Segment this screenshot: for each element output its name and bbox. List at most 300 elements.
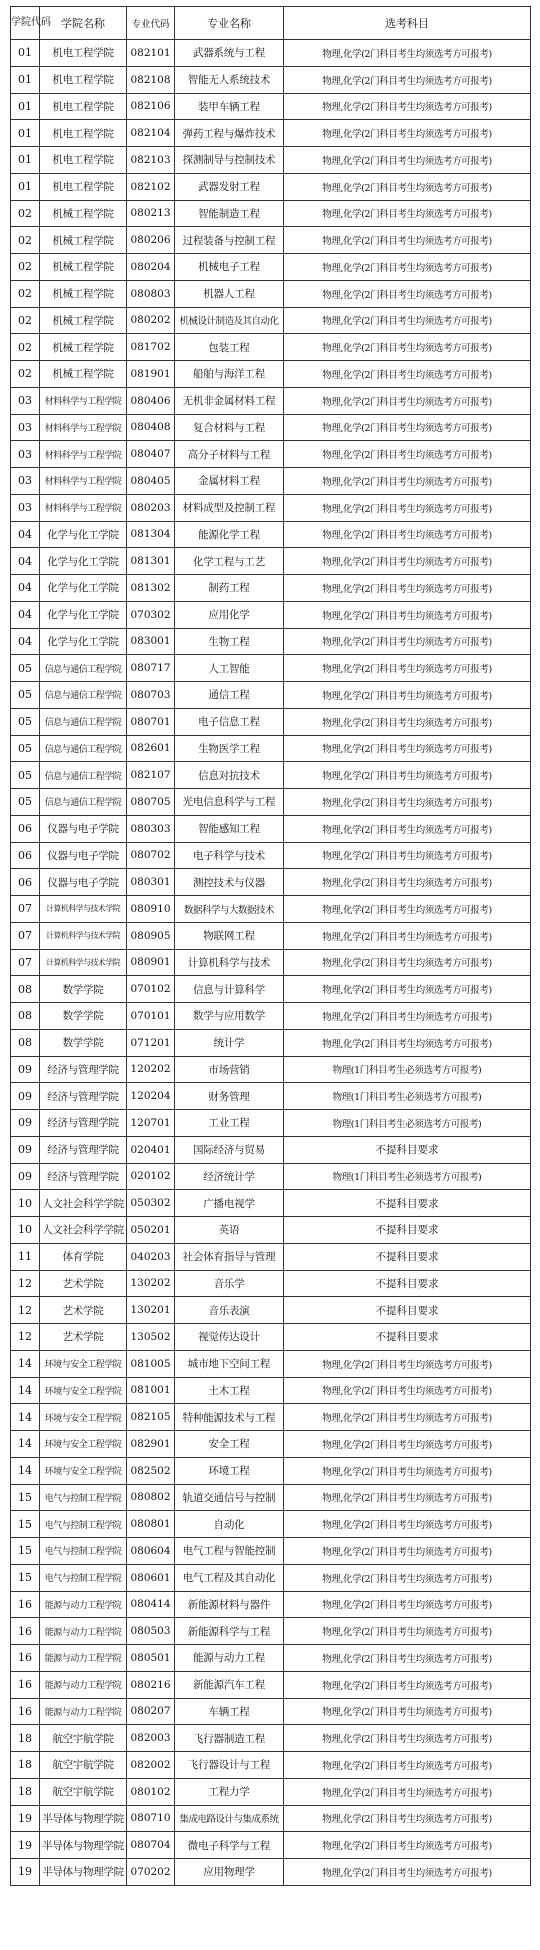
school-name-cell: 材料科学与工程学院 <box>40 387 127 414</box>
major-name-cell: 测控技术与仪器 <box>175 869 284 896</box>
header-school-code: 学院代码 <box>11 7 40 40</box>
major-code-cell: 082106 <box>127 93 175 120</box>
requirement-cell: 物理,化学(2门科目考生均须选考方可报考) <box>284 1538 531 1565</box>
table-row <box>11 1618 531 1645</box>
major-name-cell: 社会体育指导与管理 <box>175 1243 284 1270</box>
requirement-cell: 物理,化学(2门科目考生均须选考方可报考) <box>284 1511 531 1538</box>
school-name-cell: 电气与控制工程学院 <box>40 1511 127 1538</box>
major-name-cell: 弹药工程与爆炸技术 <box>175 120 284 147</box>
school-code-cell: 03 <box>11 387 40 414</box>
requirement-cell: 物理,化学(2门科目考生均须选考方可报考) <box>284 120 531 147</box>
school-name-cell: 环境与安全工程学院 <box>40 1350 127 1377</box>
school-name-cell: 艺术学院 <box>40 1324 127 1351</box>
school-name-cell: 半导体与物理学院 <box>40 1859 127 1886</box>
school-code-cell: 06 <box>11 842 40 869</box>
school-name-cell: 能源与动力工程学院 <box>40 1591 127 1618</box>
table-row <box>11 1377 531 1404</box>
school-name-cell: 半导体与物理学院 <box>40 1805 127 1832</box>
table-row <box>11 1832 531 1859</box>
major-code-cell: 080801 <box>127 1511 175 1538</box>
major-name-cell: 城市地下空间工程 <box>175 1350 284 1377</box>
school-code-cell: 03 <box>11 494 40 521</box>
school-code-cell: 05 <box>11 762 40 789</box>
major-name-cell: 能源与动力工程 <box>175 1645 284 1672</box>
major-name-cell: 环境工程 <box>175 1457 284 1484</box>
major-name-cell: 电气工程及其自动化 <box>175 1564 284 1591</box>
major-name-cell: 电气工程与智能控制 <box>175 1538 284 1565</box>
major-name-cell: 能源化学工程 <box>175 521 284 548</box>
major-code-cell: 081301 <box>127 548 175 575</box>
requirement-cell: 物理,化学(2门科目考生均须选考方可报考) <box>284 173 531 200</box>
requirement-cell: 物理,化学(2门科目考生均须选考方可报考) <box>284 441 531 468</box>
requirement-cell: 物理,化学(2门科目考生均须选考方可报考) <box>284 1431 531 1458</box>
major-name-cell: 无机非金属材料工程 <box>175 387 284 414</box>
requirement-cell: 物理,化学(2门科目考生均须选考方可报考) <box>284 976 531 1003</box>
school-code-cell: 01 <box>11 40 40 67</box>
requirement-cell: 物理,化学(2门科目考生均须选考方可报考) <box>284 815 531 842</box>
requirement-cell: 物理,化学(2门科目考生均须选考方可报考) <box>284 280 531 307</box>
major-name-cell: 视觉传达设计 <box>175 1324 284 1351</box>
major-code-cell: 083001 <box>127 628 175 655</box>
table-row <box>11 1110 531 1137</box>
school-code-cell: 01 <box>11 120 40 147</box>
major-name-cell: 船舶与海洋工程 <box>175 361 284 388</box>
table-row <box>11 227 531 254</box>
school-code-cell: 01 <box>11 93 40 120</box>
school-name-cell: 经济与管理学院 <box>40 1163 127 1190</box>
requirement-cell: 物理,化学(2门科目考生均须选考方可报考) <box>284 1778 531 1805</box>
school-name-cell: 体育学院 <box>40 1243 127 1270</box>
school-name-cell: 经济与管理学院 <box>40 1110 127 1137</box>
table-row <box>11 1217 531 1244</box>
school-code-cell: 10 <box>11 1217 40 1244</box>
major-code-cell: 082102 <box>127 173 175 200</box>
requirement-cell: 物理,化学(2门科目考生均须选考方可报考) <box>284 842 531 869</box>
table-row <box>11 521 531 548</box>
requirement-cell: 物理,化学(2门科目考生均须选考方可报考) <box>284 227 531 254</box>
school-name-cell: 计算机科学与技术学院 <box>40 949 127 976</box>
table-row <box>11 120 531 147</box>
major-name-cell: 新能源科学与工程 <box>175 1618 284 1645</box>
major-name-cell: 智能制造工程 <box>175 200 284 227</box>
school-code-cell: 15 <box>11 1511 40 1538</box>
major-code-cell: 130202 <box>127 1270 175 1297</box>
table-row <box>11 1778 531 1805</box>
table-row <box>11 655 531 682</box>
school-name-cell: 信息与通信工程学院 <box>40 682 127 709</box>
table-row <box>11 1591 531 1618</box>
school-code-cell: 04 <box>11 601 40 628</box>
major-code-cell: 080414 <box>127 1591 175 1618</box>
requirement-cell: 物理,化学(2门科目考生均须选考方可报考) <box>284 1859 531 1886</box>
major-name-cell: 新能源材料与器件 <box>175 1591 284 1618</box>
major-code-cell: 081702 <box>127 334 175 361</box>
school-code-cell: 01 <box>11 66 40 93</box>
major-name-cell: 智能无人系统技术 <box>175 66 284 93</box>
major-code-cell: 081304 <box>127 521 175 548</box>
major-name-cell: 智能感知工程 <box>175 815 284 842</box>
requirement-cell: 物理,化学(2门科目考生均须选考方可报考) <box>284 735 531 762</box>
major-code-cell: 080216 <box>127 1671 175 1698</box>
school-code-cell: 08 <box>11 976 40 1003</box>
requirement-cell: 物理,化学(2门科目考生均须选考方可报考) <box>284 307 531 334</box>
requirement-cell: 不提科目要求 <box>284 1136 531 1163</box>
major-name-cell: 电子信息工程 <box>175 708 284 735</box>
major-name-cell: 工业工程 <box>175 1110 284 1137</box>
school-code-cell: 14 <box>11 1404 40 1431</box>
major-name-cell: 过程装备与控制工程 <box>175 227 284 254</box>
school-name-cell: 航空宇航学院 <box>40 1752 127 1779</box>
major-code-cell: 082108 <box>127 66 175 93</box>
school-name-cell: 经济与管理学院 <box>40 1136 127 1163</box>
school-code-cell: 19 <box>11 1805 40 1832</box>
school-name-cell: 计算机科学与技术学院 <box>40 922 127 949</box>
major-name-cell: 武器发射工程 <box>175 173 284 200</box>
table-row <box>11 815 531 842</box>
major-code-cell: 130201 <box>127 1297 175 1324</box>
table-row <box>11 1698 531 1725</box>
school-name-cell: 人文社会科学学院 <box>40 1190 127 1217</box>
school-code-cell: 05 <box>11 682 40 709</box>
table-row <box>11 1243 531 1270</box>
school-code-cell: 12 <box>11 1297 40 1324</box>
major-name-cell: 工程力学 <box>175 1778 284 1805</box>
school-name-cell: 计算机科学与技术学院 <box>40 896 127 923</box>
table-row <box>11 548 531 575</box>
requirement-cell: 物理,化学(2门科目考生均须选考方可报考) <box>284 468 531 495</box>
major-code-cell: 070102 <box>127 976 175 1003</box>
table-row <box>11 842 531 869</box>
requirement-cell: 物理,化学(2门科目考生均须选考方可报考) <box>284 628 531 655</box>
requirement-cell: 物理(1门科目考生必须选考方可报考) <box>284 1083 531 1110</box>
school-name-cell: 机电工程学院 <box>40 173 127 200</box>
school-name-cell: 数学学院 <box>40 976 127 1003</box>
table-row <box>11 1163 531 1190</box>
table-row <box>11 173 531 200</box>
requirement-cell: 物理,化学(2门科目考生均须选考方可报考) <box>284 1671 531 1698</box>
requirement-cell: 物理,化学(2门科目考生均须选考方可报考) <box>284 494 531 521</box>
school-name-cell: 航空宇航学院 <box>40 1778 127 1805</box>
school-name-cell: 机械工程学院 <box>40 254 127 281</box>
requirement-cell: 物理,化学(2门科目考生均须选考方可报考) <box>284 93 531 120</box>
table-row <box>11 1190 531 1217</box>
school-name-cell: 材料科学与工程学院 <box>40 468 127 495</box>
school-code-cell: 01 <box>11 173 40 200</box>
requirement-cell: 物理,化学(2门科目考生均须选考方可报考) <box>284 147 531 174</box>
school-name-cell: 化学与化工学院 <box>40 521 127 548</box>
major-code-cell: 081901 <box>127 361 175 388</box>
school-name-cell: 人文社会科学学院 <box>40 1217 127 1244</box>
table-row <box>11 1752 531 1779</box>
requirement-cell: 物理,化学(2门科目考生均须选考方可报考) <box>284 682 531 709</box>
school-code-cell: 07 <box>11 922 40 949</box>
major-name-cell: 集成电路设计与集成系统 <box>175 1805 284 1832</box>
major-code-cell: 080303 <box>127 815 175 842</box>
school-code-cell: 15 <box>11 1484 40 1511</box>
table-row <box>11 1859 531 1886</box>
major-code-cell: 082101 <box>127 40 175 67</box>
major-name-cell: 安全工程 <box>175 1431 284 1458</box>
major-name-cell: 自动化 <box>175 1511 284 1538</box>
requirement-cell: 不提科目要求 <box>284 1270 531 1297</box>
table-row <box>11 1003 531 1030</box>
school-code-cell: 12 <box>11 1270 40 1297</box>
major-name-cell: 生物医学工程 <box>175 735 284 762</box>
major-code-cell: 082901 <box>127 1431 175 1458</box>
school-code-cell: 18 <box>11 1752 40 1779</box>
major-code-cell: 020401 <box>127 1136 175 1163</box>
major-code-cell: 120204 <box>127 1083 175 1110</box>
school-code-cell: 10 <box>11 1190 40 1217</box>
table-row <box>11 1136 531 1163</box>
school-name-cell: 机电工程学院 <box>40 40 127 67</box>
major-code-cell: 080406 <box>127 387 175 414</box>
table-row <box>11 1805 531 1832</box>
major-name-cell: 机械设计制造及其自动化 <box>175 307 284 334</box>
table-row <box>11 441 531 468</box>
major-code-cell: 080202 <box>127 307 175 334</box>
major-code-cell: 081302 <box>127 575 175 602</box>
requirement-cell: 物理,化学(2门科目考生均须选考方可报考) <box>284 1698 531 1725</box>
major-code-cell: 080901 <box>127 949 175 976</box>
school-name-cell: 材料科学与工程学院 <box>40 414 127 441</box>
major-code-cell: 070202 <box>127 1859 175 1886</box>
school-code-cell: 04 <box>11 575 40 602</box>
school-code-cell: 18 <box>11 1778 40 1805</box>
major-code-cell: 080703 <box>127 682 175 709</box>
header-row <box>11 7 531 40</box>
requirement-cell: 物理,化学(2门科目考生均须选考方可报考) <box>284 601 531 628</box>
school-code-cell: 19 <box>11 1832 40 1859</box>
school-name-cell: 半导体与物理学院 <box>40 1832 127 1859</box>
school-code-cell: 16 <box>11 1591 40 1618</box>
major-code-cell: 120202 <box>127 1056 175 1083</box>
school-name-cell: 数学学院 <box>40 1003 127 1030</box>
requirement-cell: 物理(1门科目考生必须选考方可报考) <box>284 1056 531 1083</box>
school-code-cell: 05 <box>11 708 40 735</box>
school-code-cell: 14 <box>11 1377 40 1404</box>
school-name-cell: 能源与动力工程学院 <box>40 1671 127 1698</box>
school-code-cell: 09 <box>11 1056 40 1083</box>
table-row <box>11 1511 531 1538</box>
major-code-cell: 020102 <box>127 1163 175 1190</box>
school-name-cell: 化学与化工学院 <box>40 628 127 655</box>
major-code-cell: 080301 <box>127 869 175 896</box>
school-name-cell: 艺术学院 <box>40 1297 127 1324</box>
requirement-cell: 物理,化学(2门科目考生均须选考方可报考) <box>284 334 531 361</box>
school-code-cell: 15 <box>11 1564 40 1591</box>
table-row <box>11 1645 531 1672</box>
major-code-cell: 081005 <box>127 1350 175 1377</box>
requirement-cell: 物理,化学(2门科目考生均须选考方可报考) <box>284 896 531 923</box>
school-name-cell: 环境与安全工程学院 <box>40 1377 127 1404</box>
table-row <box>11 361 531 388</box>
school-code-cell: 11 <box>11 1243 40 1270</box>
requirement-cell: 物理,化学(2门科目考生均须选考方可报考) <box>284 66 531 93</box>
school-code-cell: 03 <box>11 441 40 468</box>
school-name-cell: 机电工程学院 <box>40 66 127 93</box>
school-code-cell: 03 <box>11 414 40 441</box>
school-name-cell: 材料科学与工程学院 <box>40 441 127 468</box>
requirement-cell: 不提科目要求 <box>284 1217 531 1244</box>
requirement-cell: 物理,化学(2门科目考生均须选考方可报考) <box>284 1404 531 1431</box>
school-code-cell: 04 <box>11 548 40 575</box>
requirement-cell: 物理,化学(2门科目考生均须选考方可报考) <box>284 1484 531 1511</box>
major-code-cell: 080802 <box>127 1484 175 1511</box>
school-code-cell: 02 <box>11 361 40 388</box>
table-row <box>11 682 531 709</box>
school-name-cell: 仪器与电子学院 <box>40 842 127 869</box>
major-code-cell: 070101 <box>127 1003 175 1030</box>
table-row <box>11 307 531 334</box>
header-school-name: 学院名称 <box>40 7 127 40</box>
school-name-cell: 信息与通信工程学院 <box>40 762 127 789</box>
major-code-cell: 082003 <box>127 1725 175 1752</box>
major-name-cell: 制药工程 <box>175 575 284 602</box>
table-row <box>11 494 531 521</box>
requirement-cell: 物理,化学(2门科目考生均须选考方可报考) <box>284 200 531 227</box>
requirement-cell: 不提科目要求 <box>284 1324 531 1351</box>
school-name-cell: 化学与化工学院 <box>40 601 127 628</box>
school-code-cell: 04 <box>11 628 40 655</box>
table-row <box>11 414 531 441</box>
school-code-cell: 06 <box>11 869 40 896</box>
major-code-cell: 080203 <box>127 494 175 521</box>
major-name-cell: 轨道交通信号与控制 <box>175 1484 284 1511</box>
major-code-cell: 071201 <box>127 1029 175 1056</box>
school-code-cell: 09 <box>11 1163 40 1190</box>
table-row <box>11 1725 531 1752</box>
requirement-cell: 物理,化学(2门科目考生均须选考方可报考) <box>284 1003 531 1030</box>
table-row <box>11 869 531 896</box>
requirement-cell: 物理,化学(2门科目考生均须选考方可报考) <box>284 361 531 388</box>
school-code-cell: 08 <box>11 1003 40 1030</box>
major-code-cell: 082105 <box>127 1404 175 1431</box>
school-name-cell: 机械工程学院 <box>40 361 127 388</box>
major-name-cell: 土木工程 <box>175 1377 284 1404</box>
school-name-cell: 电气与控制工程学院 <box>40 1538 127 1565</box>
table-row <box>11 1564 531 1591</box>
table-row <box>11 254 531 281</box>
major-name-cell: 高分子材料与工程 <box>175 441 284 468</box>
table-row <box>11 949 531 976</box>
major-name-cell: 经济统计学 <box>175 1163 284 1190</box>
school-code-cell: 02 <box>11 227 40 254</box>
school-name-cell: 机电工程学院 <box>40 120 127 147</box>
school-code-cell: 08 <box>11 1029 40 1056</box>
table-row <box>11 1324 531 1351</box>
major-name-cell: 应用化学 <box>175 601 284 628</box>
requirement-cell: 物理,化学(2门科目考生均须选考方可报考) <box>284 1350 531 1377</box>
major-name-cell: 市场营销 <box>175 1056 284 1083</box>
requirement-cell: 物理,化学(2门科目考生均须选考方可报考) <box>284 949 531 976</box>
table-row <box>11 762 531 789</box>
school-code-cell: 09 <box>11 1136 40 1163</box>
school-code-cell: 02 <box>11 334 40 361</box>
school-name-cell: 机械工程学院 <box>40 334 127 361</box>
table-row <box>11 922 531 949</box>
requirement-cell: 不提科目要求 <box>284 1243 531 1270</box>
major-code-cell: 080207 <box>127 1698 175 1725</box>
school-code-cell: 07 <box>11 896 40 923</box>
requirement-cell: 物理,化学(2门科目考生均须选考方可报考) <box>284 575 531 602</box>
major-name-cell: 机器人工程 <box>175 280 284 307</box>
table-row <box>11 1083 531 1110</box>
major-name-cell: 复合材料与工程 <box>175 414 284 441</box>
major-name-cell: 飞行器设计与工程 <box>175 1752 284 1779</box>
major-code-cell: 082107 <box>127 762 175 789</box>
school-name-cell: 电气与控制工程学院 <box>40 1484 127 1511</box>
table-row <box>11 334 531 361</box>
school-code-cell: 12 <box>11 1324 40 1351</box>
school-code-cell: 01 <box>11 147 40 174</box>
major-requirements-table <box>10 6 531 1886</box>
major-code-cell: 080702 <box>127 842 175 869</box>
major-name-cell: 国际经济与贸易 <box>175 1136 284 1163</box>
table-row <box>11 147 531 174</box>
requirement-cell: 物理,化学(2门科目考生均须选考方可报考) <box>284 387 531 414</box>
table-row <box>11 1297 531 1324</box>
table-row <box>11 200 531 227</box>
major-code-cell: 080604 <box>127 1538 175 1565</box>
table-row <box>11 1029 531 1056</box>
major-name-cell: 物联网工程 <box>175 922 284 949</box>
table-row <box>11 735 531 762</box>
school-name-cell: 信息与通信工程学院 <box>40 789 127 816</box>
major-name-cell: 化学工程与工艺 <box>175 548 284 575</box>
major-name-cell: 财务管理 <box>175 1083 284 1110</box>
school-code-cell: 15 <box>11 1538 40 1565</box>
header-major-code: 专业代码 <box>127 7 175 40</box>
school-name-cell: 机械工程学院 <box>40 200 127 227</box>
requirement-cell: 物理,化学(2门科目考生均须选考方可报考) <box>284 1725 531 1752</box>
requirement-cell: 物理,化学(2门科目考生均须选考方可报考) <box>284 1752 531 1779</box>
major-code-cell: 082104 <box>127 120 175 147</box>
requirement-cell: 物理(1门科目考生必须选考方可报考) <box>284 1163 531 1190</box>
school-name-cell: 机械工程学院 <box>40 227 127 254</box>
school-code-cell: 02 <box>11 254 40 281</box>
major-code-cell: 080408 <box>127 414 175 441</box>
table-row <box>11 93 531 120</box>
major-code-cell: 080503 <box>127 1618 175 1645</box>
table-row <box>11 1457 531 1484</box>
requirement-cell: 物理,化学(2门科目考生均须选考方可报考) <box>284 1564 531 1591</box>
school-name-cell: 数学学院 <box>40 1029 127 1056</box>
requirement-cell: 物理,化学(2门科目考生均须选考方可报考) <box>284 762 531 789</box>
table-row <box>11 66 531 93</box>
table-row <box>11 387 531 414</box>
major-name-cell: 人工智能 <box>175 655 284 682</box>
major-name-cell: 探测制导与控制技术 <box>175 147 284 174</box>
school-code-cell: 09 <box>11 1110 40 1137</box>
table-row <box>11 1270 531 1297</box>
requirement-cell: 物理,化学(2门科目考生均须选考方可报考) <box>284 922 531 949</box>
school-name-cell: 材料科学与工程学院 <box>40 494 127 521</box>
school-name-cell: 机电工程学院 <box>40 147 127 174</box>
major-code-cell: 080705 <box>127 789 175 816</box>
major-code-cell: 080710 <box>127 1805 175 1832</box>
requirement-cell: 物理,化学(2门科目考生均须选考方可报考) <box>284 1645 531 1672</box>
major-code-cell: 080501 <box>127 1645 175 1672</box>
school-code-cell: 16 <box>11 1671 40 1698</box>
major-name-cell: 英语 <box>175 1217 284 1244</box>
school-name-cell: 机械工程学院 <box>40 307 127 334</box>
school-code-cell: 07 <box>11 949 40 976</box>
table-body <box>11 40 531 1886</box>
school-name-cell: 能源与动力工程学院 <box>40 1645 127 1672</box>
requirement-cell: 物理,化学(2门科目考生均须选考方可报考) <box>284 655 531 682</box>
major-name-cell: 通信工程 <box>175 682 284 709</box>
